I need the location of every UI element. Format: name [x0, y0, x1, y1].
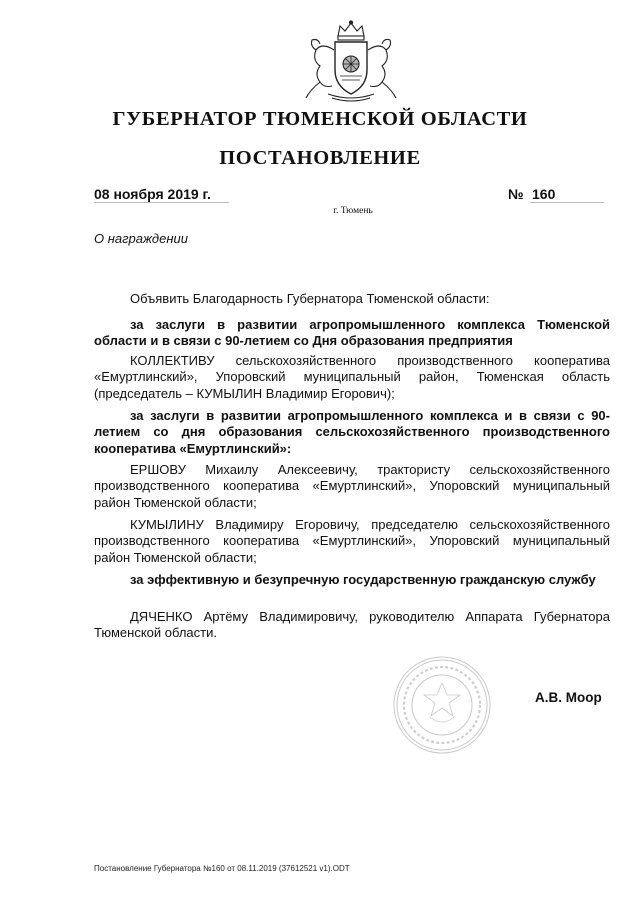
document-subject: О награждении: [94, 231, 188, 246]
award-paragraph-4: ДЯЧЕНКО Артёму Владимировичу, руководителю Аппарата Губернатора Тюменской области.: [94, 609, 610, 641]
reason-paragraph-2: за заслуги в развитии агропромышленного комплекса и в связи с 90-летием со дня образования сельскохозяйственного производственного кооператива «Емуртлинский»:: [94, 408, 610, 456]
award-paragraph-1: КОЛЛЕКТИВУ сельскохозяйственного производственного кооператива «Емуртлинский», Упоровский муниципальный район, Тюменская область (председатель – КУМЫЛИН Владимир Егорович);: [94, 353, 610, 401]
award-paragraph-2: ЕРШОВУ Михаилу Алексеевичу, трактористу сельскохозяйственного производственного кооператива «Емуртлинский», Упоровский муниципальный район Тюменской области;: [94, 462, 610, 510]
document-date: 08 ноября 2019 г.: [94, 186, 211, 202]
document-number: 160: [532, 186, 556, 202]
number-underline: [530, 202, 604, 203]
reason-paragraph-3: за эффективную и безупречную государственную гражданскую службу: [130, 572, 596, 587]
document-city: г. Тюмень: [333, 206, 373, 216]
official-seal-stamp-icon: [392, 655, 492, 755]
issuing-authority-title: ГУБЕРНАТОР ТЮМЕНСКОЙ ОБЛАСТИ: [112, 108, 528, 130]
coat-of-arms-icon: [298, 20, 404, 104]
date-underline: [94, 202, 229, 203]
award-paragraph-3: КУМЫЛИНУ Владимиру Егоровичу, председателю сельскохозяйственного производственного кооператива «Емуртлинский», Упоровский муниципальный район Тюменской области;: [94, 517, 610, 565]
document-number-label: №: [508, 186, 524, 202]
document-type-title: ПОСТАНОВЛЕНИЕ: [219, 147, 421, 169]
reason-paragraph-1: за заслуги в развитии агропромышленного комплекса Тюменской области и в связи с 90-летием со Дня образования предприятия: [94, 317, 610, 349]
intro-paragraph: Объявить Благодарность Губернатора Тюменской области:: [130, 291, 490, 306]
document-footer: Постановление Губернатора №160 от 08.11.2019 (37612521 v1).ODT: [94, 864, 350, 873]
signatory-name: А.В. Моор: [535, 690, 602, 705]
